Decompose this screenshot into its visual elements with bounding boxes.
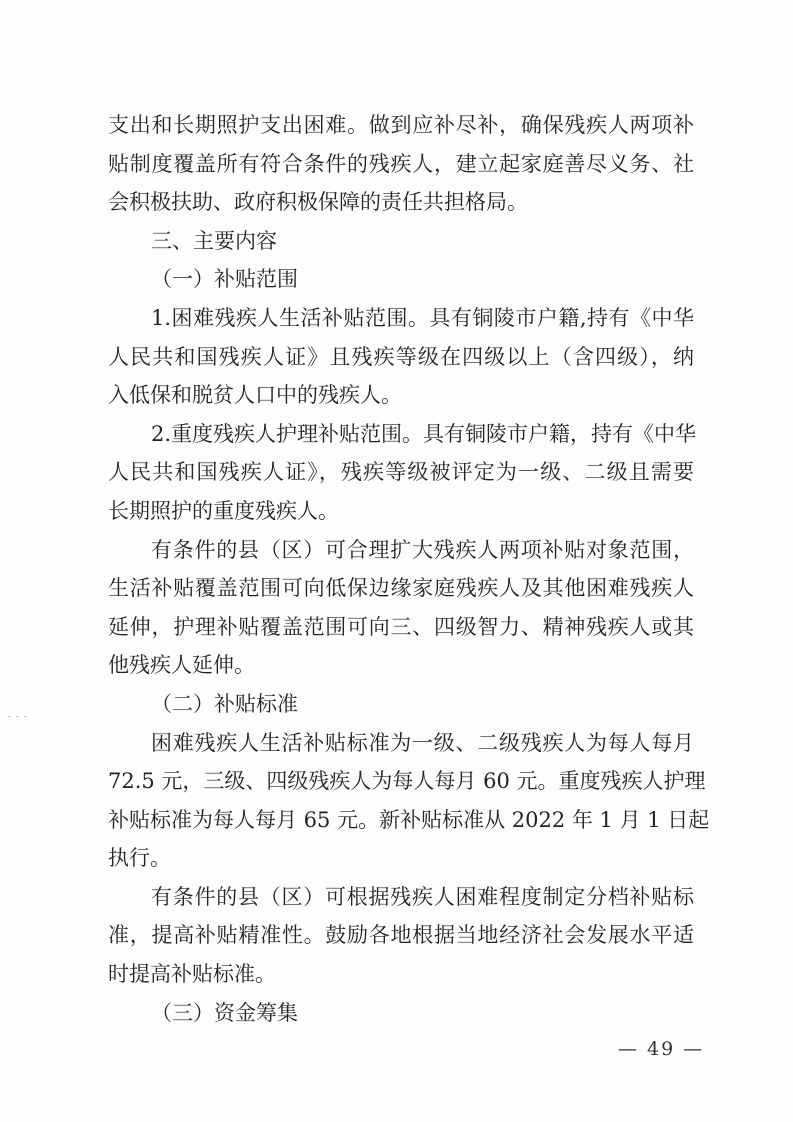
scan-speck [8, 716, 10, 717]
text-line: 有条件的县（区）可合理扩大残疾人两项补贴对象范围， [151, 537, 694, 562]
text-line: 时提高补贴标准。 [108, 962, 276, 987]
page-number: — 49 — [618, 1038, 705, 1060]
text-line: 1.困难残疾人生活补贴范围。具有铜陵市户籍,持有《中华 [151, 305, 694, 330]
text-line: 人民共和国残疾人证》且残疾等级在四级以上（含四级），纳 [108, 344, 694, 369]
text-line: 三、主要内容 [151, 228, 277, 253]
text-line: 困难残疾人生活补贴标准为一级、二级残疾人为每人每月 [151, 730, 694, 755]
text-line: （一）补贴范围 [151, 267, 298, 292]
text-line: （二）补贴标准 [151, 691, 298, 716]
text-line: 他残疾人延伸。 [108, 653, 255, 678]
text-line: 长期照护的重度残疾人。 [108, 498, 339, 523]
text-line: （三）资金筹集 [151, 1000, 298, 1025]
text-line: 生活补贴覆盖范围可向低保边缘家庭残疾人及其他困难残疾人 [108, 576, 694, 601]
text-line: 有条件的县（区）可根据残疾人困难程度制定分档补贴标 [151, 884, 694, 909]
text-line: 执行。 [108, 846, 171, 871]
text-line: 延伸，护理补贴覆盖范围可向三、四级智力、精神残疾人或其 [108, 614, 694, 639]
text-line: 入低保和脱贫人口中的残疾人。 [108, 383, 402, 408]
text-line: 贴制度覆盖所有符合条件的残疾人，建立起家庭善尽义务、社 [108, 151, 694, 176]
text-line: 2.重度残疾人护理补贴范围。具有铜陵市户籍，持有《中华 [151, 421, 697, 446]
body-text [108, 106, 710, 1032]
text-line: 补贴标准为每人每月 65 元。新补贴标准从 2022 年 1 月 1 日起 [108, 807, 710, 832]
text-line: 72.5 元，三级、四级残疾人为每人每月 60 元。重度残疾人护理 [108, 769, 706, 794]
scan-speck [24, 716, 26, 717]
text-line: 准，提高补贴精准性。鼓励各地根据当地经济社会发展水平适 [108, 923, 694, 948]
text-line: 会积极扶助、政府积极保障的责任共担格局。 [108, 190, 528, 215]
text-line: 人民共和国残疾人证》，残疾等级被评定为一级、二级且需要 [108, 460, 694, 485]
scan-speck [16, 716, 18, 717]
text-line: 支出和长期照护支出困难。做到应补尽补，确保残疾人两项补 [108, 113, 694, 137]
